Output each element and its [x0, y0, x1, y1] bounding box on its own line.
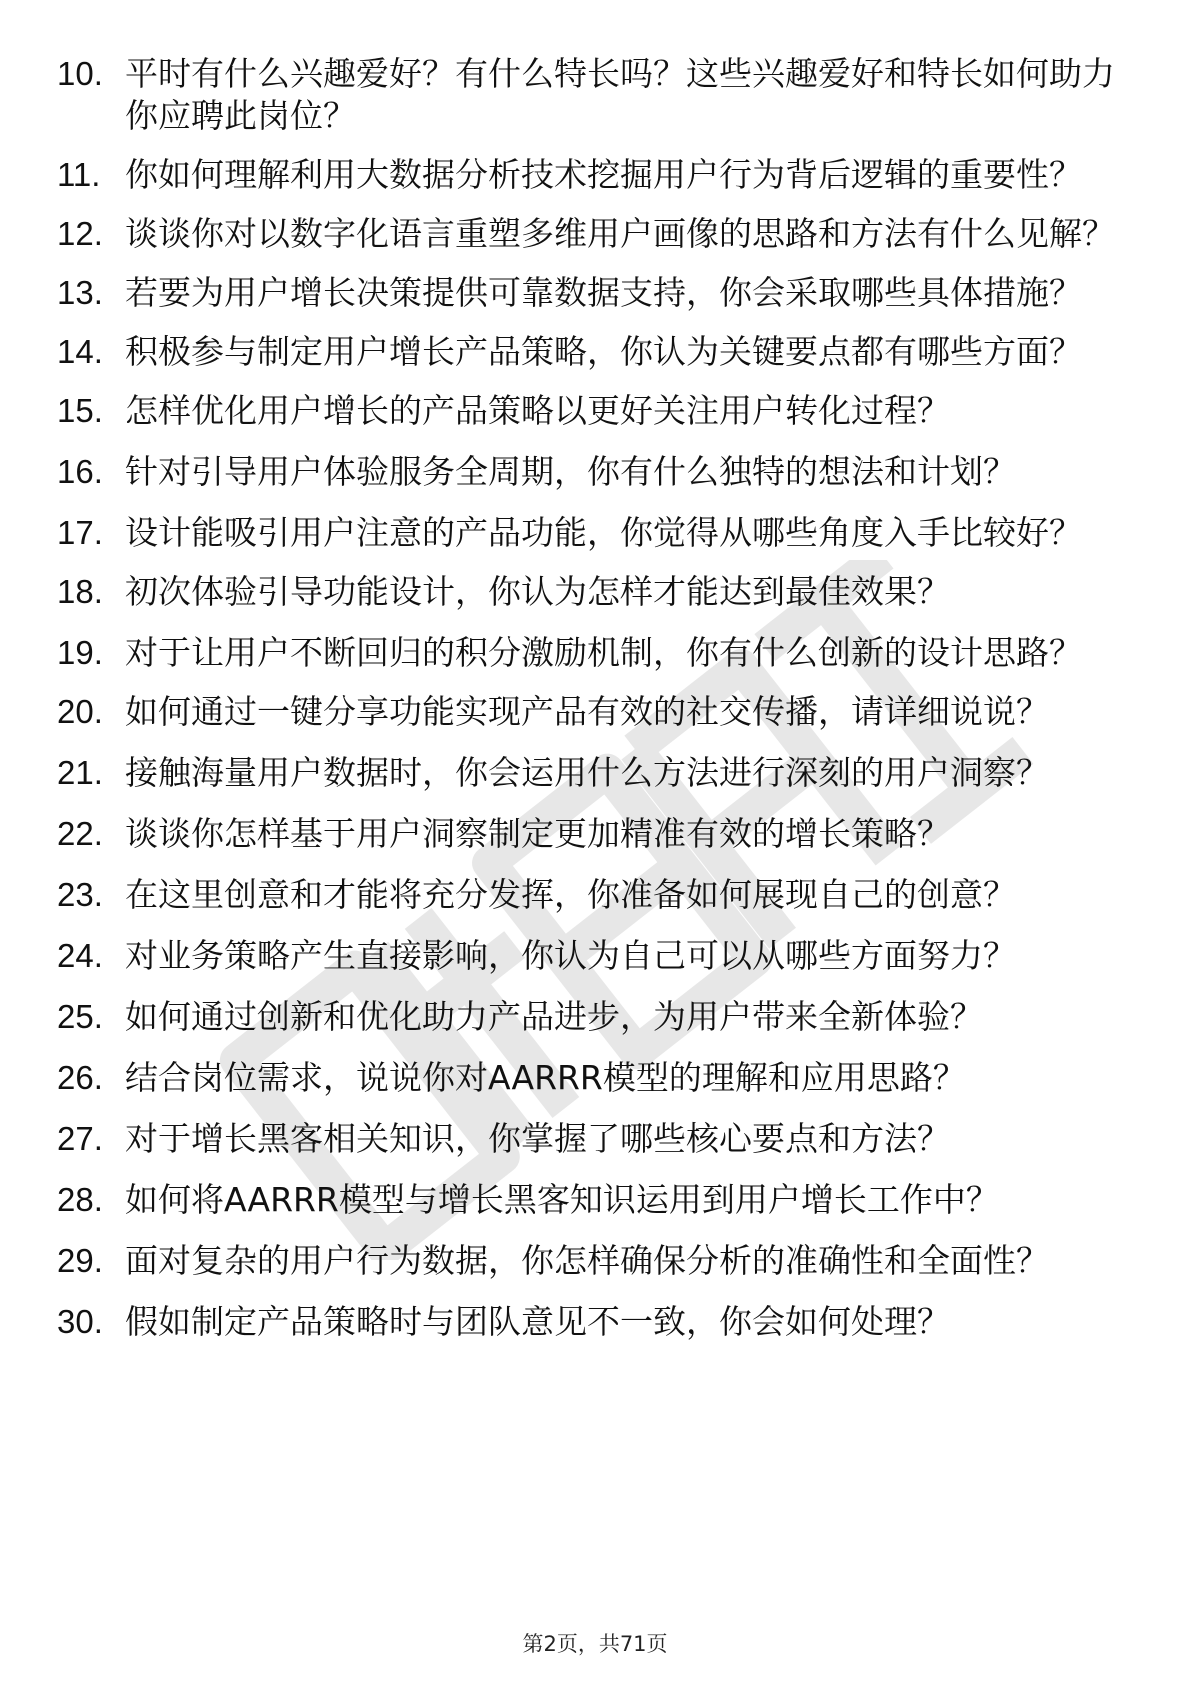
question-list	[57, 53, 1137, 1362]
question-text: 如何通过创新和优化助力产品进步，为用户带来全新体验？	[125, 997, 983, 1036]
question-text: 平时有什么兴趣爱好？有什么特长吗？这些兴趣爱好和特长如何助力你应聘此岗位？	[125, 54, 1115, 135]
question-text: 面对复杂的用户行为数据，你怎样确保分析的准确性和全面性？	[125, 1241, 1049, 1280]
page-footer	[0, 1630, 1190, 1658]
question-number: 23.	[57, 876, 103, 913]
question-text: 对于增长黑客相关知识，你掌握了哪些核心要点和方法？	[125, 1119, 950, 1158]
list-item	[57, 571, 1137, 613]
list-item	[57, 1118, 1137, 1160]
question-number: 29.	[57, 1242, 103, 1279]
list-item	[57, 451, 1137, 493]
question-number: 24.	[57, 937, 103, 974]
question-number: 19.	[57, 634, 103, 671]
question-number: 30.	[57, 1303, 103, 1340]
list-item	[57, 691, 1137, 733]
list-item	[57, 813, 1137, 855]
question-number: 18.	[57, 573, 103, 610]
question-number: 14.	[57, 333, 103, 370]
list-item	[57, 213, 1137, 255]
question-text: 在这里创意和才能将充分发挥，你准备如何展现自己的创意？	[125, 875, 1016, 914]
question-text: 怎样优化用户增长的产品策略以更好关注用户转化过程？	[125, 391, 950, 430]
list-item	[57, 272, 1137, 314]
question-text: 假如制定产品策略时与团队意见不一致，你会如何处理？	[125, 1302, 950, 1341]
question-text: 若要为用户增长决策提供可靠数据支持，你会采取哪些具体措施？	[125, 273, 1082, 312]
question-number: 13.	[57, 274, 103, 311]
list-item	[57, 331, 1137, 373]
question-number: 27.	[57, 1120, 103, 1157]
question-number: 20.	[57, 693, 103, 730]
question-number: 12.	[57, 215, 103, 252]
question-number: 17.	[57, 514, 103, 551]
list-item	[57, 935, 1137, 977]
question-text: 针对引导用户体验服务全周期，你有什么独特的想法和计划？	[125, 452, 1016, 491]
question-number: 28.	[57, 1181, 103, 1218]
list-item	[57, 512, 1137, 554]
question-number: 11.	[57, 156, 101, 193]
list-item	[57, 1057, 1137, 1099]
question-number: 25.	[57, 998, 103, 1035]
question-text: 如何将AARRR模型与增长黑客知识运用到用户增长工作中？	[125, 1180, 999, 1219]
page-number-label: 第2页，共71页	[522, 1632, 668, 1656]
question-number: 16.	[57, 453, 103, 490]
question-number: 21.	[57, 754, 103, 791]
question-text: 如何通过一键分享功能实现产品有效的社交传播，请详细说说？	[125, 692, 1049, 731]
question-text: 对于让用户不断回归的积分激励机制，你有什么创新的设计思路？	[125, 633, 1082, 672]
question-text: 结合岗位需求，说说你对AARRR模型的理解和应用思路？	[125, 1058, 966, 1097]
list-item	[57, 390, 1137, 432]
list-item	[57, 154, 1137, 196]
list-item	[57, 1240, 1137, 1282]
question-text: 谈谈你对以数字化语言重塑多维用户画像的思路和方法有什么见解？	[125, 214, 1115, 253]
list-item	[57, 996, 1137, 1038]
question-number: 22.	[57, 815, 103, 852]
question-number: 26.	[57, 1059, 103, 1096]
question-number: 10.	[57, 55, 103, 92]
list-item	[57, 53, 1137, 137]
question-number: 15.	[57, 392, 103, 429]
question-text: 积极参与制定用户增长产品策略，你认为关键要点都有哪些方面？	[125, 332, 1082, 371]
question-text: 你如何理解利用大数据分析技术挖掘用户行为背后逻辑的重要性？	[125, 155, 1082, 194]
question-text: 设计能吸引用户注意的产品功能，你觉得从哪些角度入手比较好？	[125, 513, 1082, 552]
question-text: 谈谈你怎样基于用户洞察制定更加精准有效的增长策略？	[125, 814, 950, 853]
list-item	[57, 1301, 1137, 1343]
list-item	[57, 1179, 1137, 1221]
list-item	[57, 632, 1137, 674]
list-item	[57, 752, 1137, 794]
question-text: 接触海量用户数据时，你会运用什么方法进行深刻的用户洞察？	[125, 753, 1049, 792]
question-text: 初次体验引导功能设计，你认为怎样才能达到最佳效果？	[125, 572, 950, 611]
list-item	[57, 874, 1137, 916]
question-text: 对业务策略产生直接影响，你认为自己可以从哪些方面努力？	[125, 936, 1016, 975]
